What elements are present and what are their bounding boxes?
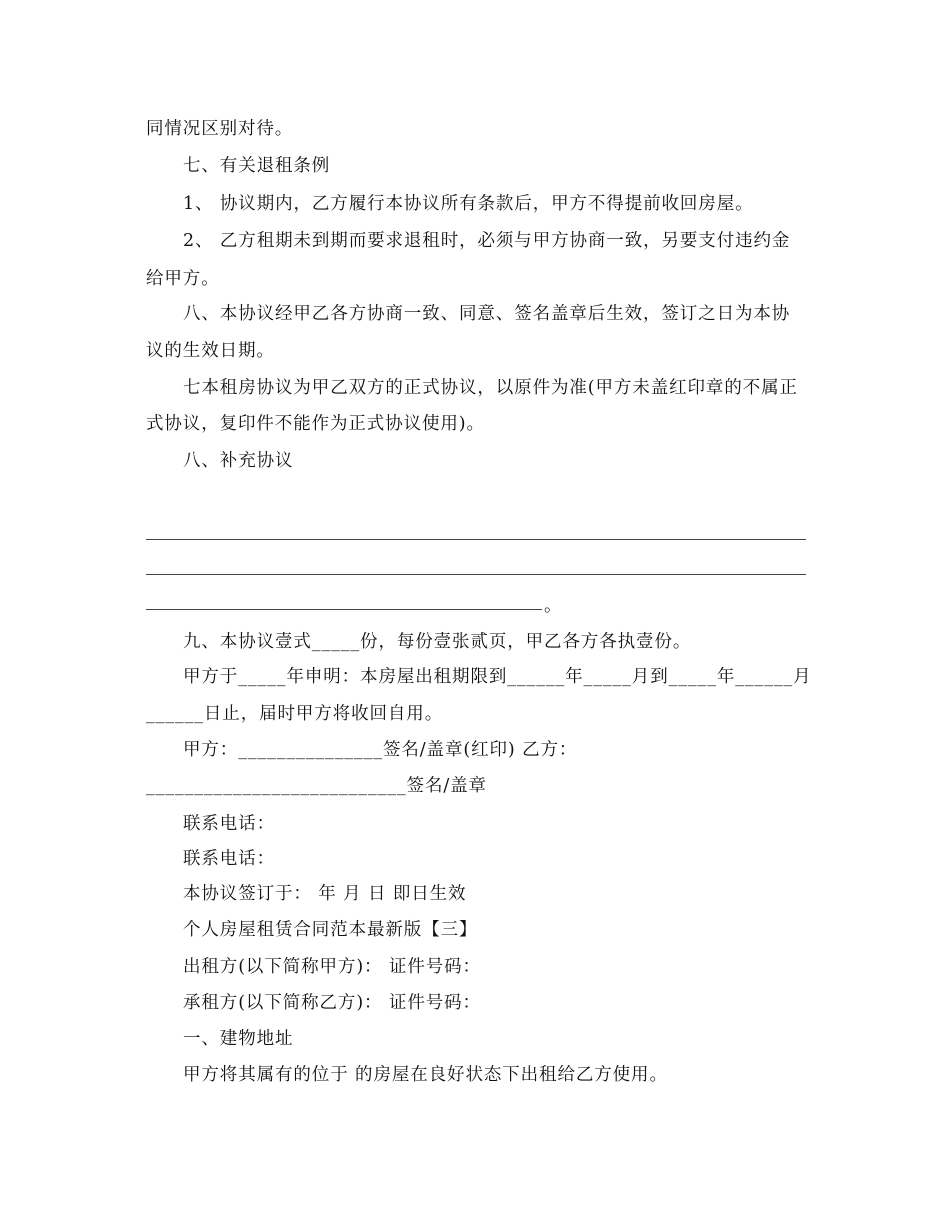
- text-line: 甲方于_____年申明：本房屋出租期限到______年_____月到_____年______月: [183, 667, 812, 687]
- text-line: 本协议签订于： 年 月 日 即日生效: [183, 884, 467, 904]
- section-heading: 七、有关退租条例: [183, 156, 331, 176]
- blank-line: [146, 539, 806, 540]
- section-heading: 个人房屋租赁合同范本最新版【三】: [183, 920, 478, 940]
- section-heading: 八、补充协议: [183, 451, 294, 471]
- text-line: 式协议，复印件不能作为正式协议使用)。: [146, 414, 485, 434]
- signature-line: 甲方：_______________签名/盖章(红印) 乙方：: [183, 740, 578, 760]
- text-line: 2、 乙方租期未到期而要求退租时，必须与甲方协商一致，另要支付违约金: [183, 231, 791, 251]
- text-line: 给甲方。: [146, 269, 220, 289]
- section-heading: 一、建物地址: [183, 1029, 294, 1049]
- text-line: ______日止，届时甲方将收回自用。: [146, 704, 444, 724]
- signature-line: ___________________________签名/盖章: [146, 776, 487, 796]
- text-line: 同情况区别对待。: [146, 119, 294, 139]
- text-line: 出租方(以下简称甲方)： 证件号码：: [183, 957, 481, 977]
- text-line: 承租方(以下简称乙方)： 证件号码：: [183, 993, 481, 1013]
- blank-line: [146, 574, 806, 575]
- text-line: 1、 协议期内，乙方履行本协议所有条款后，甲方不得提前收回房屋。: [183, 194, 754, 214]
- text-line: 八、本协议经甲乙各方协商一致、同意、签名盖章后生效，签订之日为本协: [183, 304, 791, 324]
- blank-line: [146, 609, 542, 610]
- text-line: 九、本协议壹式_____份，每份壹张贰页，甲乙各方各执壹份。: [183, 632, 692, 652]
- text-line: 联系电话：: [183, 849, 275, 869]
- text-line: 联系电话：: [183, 814, 275, 834]
- text-line: 。: [544, 596, 563, 616]
- text-line: 七本租房协议为甲乙双方的正式协议，以原件为准(甲方未盖红印章的不属正: [183, 378, 798, 398]
- text-line: 议的生效日期。: [146, 341, 275, 361]
- text-line: 甲方将其属有的位于 的房屋在良好状态下出租给乙方使用。: [183, 1065, 668, 1085]
